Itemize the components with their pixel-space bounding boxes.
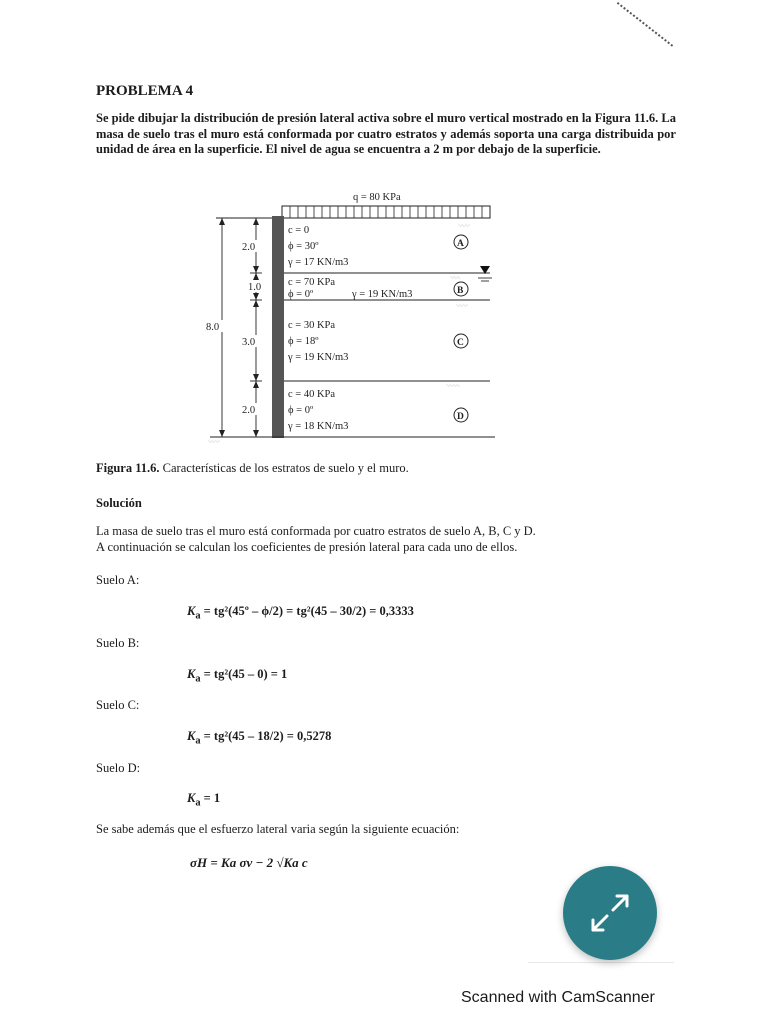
layer-b-marker: [454, 282, 468, 296]
layer-c-c: c = 30 KPa: [288, 320, 336, 331]
expand-arrows-icon: [563, 866, 657, 960]
layer-b-phi: ϕ = 0º: [288, 289, 314, 300]
svg-text:ᵔᵕᵔᵕᵔᵕᵔ: ᵔᵕᵔᵕᵔᵕᵔ: [456, 304, 469, 310]
svg-text:ᵔᵕᵔᵕᵔᵕᵔᵕ: ᵔᵕᵔᵕᵔᵕᵔᵕ: [446, 384, 460, 390]
layer-d-phi: ϕ = 0º: [288, 405, 314, 416]
soil-b-formula: $K_a = tg^2(45 - 0) = 1$: [187, 667, 288, 685]
layer-a-phi: ϕ = 30º: [288, 241, 319, 252]
soil-b-label: Suelo B:: [96, 636, 140, 650]
solution-heading: Solución: [96, 496, 142, 510]
layer-a-c: c = 0: [288, 225, 310, 236]
layer-d-gamma: γ = 18 KN/m3: [288, 421, 349, 432]
soil-c-label: Suelo C:: [96, 698, 140, 712]
page-fold-mark: [616, 2, 673, 47]
layer-a-thickness: 2.0: [242, 242, 256, 253]
solution-intro: La masa de suelo tras el muro está conformada por cuatro estratos de suelo A, B, C y D. A continuación se calculan los coeficientes de presión lateral para cada uno de ellos.: [96, 524, 536, 554]
load-label: q = 80 KPa: [353, 192, 401, 203]
layer-b-c: c = 70 KPa: [288, 277, 336, 288]
soil-d-label: Suelo D:: [96, 761, 141, 775]
svg-text:B: B: [457, 286, 464, 296]
retaining-wall: [272, 216, 284, 438]
layer-c-marker: [454, 334, 468, 348]
camscanner-watermark: Scanned with CamScanner: [461, 989, 655, 1006]
figure-caption: Figura 11.6. Características de los estratos de suelo y el muro.: [96, 461, 409, 475]
svg-text:C: C: [457, 338, 464, 348]
soil-a-label: Suelo A:: [96, 573, 140, 587]
svg-text:ᵔᵕᵔᵕᵔᵕ: ᵔᵕᵔᵕᵔᵕ: [450, 276, 461, 282]
svg-text:D: D: [457, 412, 464, 422]
problem-title: PROBLEMA 4: [96, 83, 194, 99]
layer-a-marker: [454, 235, 468, 249]
layer-c-gamma: γ = 19 KN/m3: [288, 352, 349, 363]
layer-d-thickness: 2.0: [242, 405, 256, 416]
equation-intro: Se sabe además que el esfuerzo lateral varia según la siguiente ecuación:: [96, 822, 460, 836]
svg-text:A: A: [457, 239, 464, 249]
soil-c-formula: $K_a = tg^2(45 - 18/2) = 0,5278$: [187, 729, 332, 747]
layer-c-phi: ϕ = 18º: [288, 336, 319, 347]
layer-c-thickness: 3.0: [242, 337, 256, 348]
divider: [528, 962, 674, 963]
soil-d-formula: $K_a = 1$: [187, 791, 221, 809]
lateral-stress-equation: σH = Ka σv − 2 √Ka c: [190, 855, 308, 870]
layer-d-c: c = 40 KPa: [288, 389, 336, 400]
total-height-label: 8.0: [206, 322, 220, 333]
soil-a-formula: $K_a$ = tg²(45º – ϕ/2) = tg²(45 – 30/2) = 0,3333: [187, 604, 414, 622]
problem-statement: Se pide dibujar la distribución de presión lateral activa sobre el muro vertical mostrado en la Figura 11.6. La masa de suelo tras el muro está conformada por cuatro estratos y además soporta una carga distribuida por unidad de área en la superficie. El nivel de agua se encuentra a 2 m por debajo de la superficie.: [96, 111, 676, 156]
layer-b-thickness: 1.0: [248, 282, 262, 293]
svg-text:ᵔᵕᵔᵕᵔᵕᵔ: ᵔᵕᵔᵕᵔᵕᵔ: [208, 440, 221, 446]
svg-text:ᵔᵕᵔᵕᵔᵕᵔ: ᵔᵕᵔᵕᵔᵕᵔ: [458, 224, 471, 230]
layer-a-gamma: γ = 17 KN/m3: [288, 257, 349, 268]
layer-d-marker: [454, 408, 468, 422]
layer-b-gamma: γ = 19 KN/m3: [352, 289, 413, 300]
expand-button[interactable]: [563, 866, 657, 960]
load-hatch: [290, 206, 482, 218]
soil-layers-figure: [200, 188, 510, 450]
